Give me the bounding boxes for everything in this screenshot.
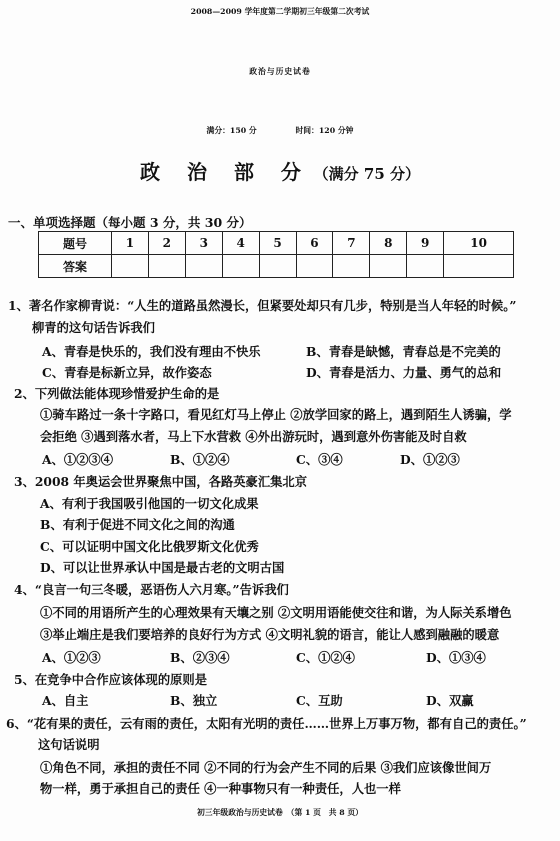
question-number: 9 bbox=[407, 232, 444, 255]
part-title: 政 治 部 分 bbox=[140, 160, 311, 184]
q5-option-a: A、自主 bbox=[42, 693, 89, 708]
part-heading bbox=[0, 156, 560, 185]
paper-title: 政治与历史试卷 bbox=[249, 67, 311, 76]
answer-table-answer-row bbox=[39, 255, 514, 278]
q5-option-b: B、独立 bbox=[170, 693, 218, 708]
q3-stem-line1: 3、2008 年奥运会世界聚焦中国，各路英豪汇集北京 bbox=[14, 474, 308, 489]
exam-title: 2008—2009 学年度第二学期初三年级第二次考试 bbox=[190, 7, 370, 16]
answer-cell[interactable] bbox=[444, 255, 514, 278]
q4-stem-line3: ③举止端庄是我们要培养的良好行为方式 ④文明礼貌的语言，能让人感到融融的暖意 bbox=[40, 627, 500, 642]
answer-table bbox=[38, 231, 514, 278]
question-number: 1 bbox=[112, 232, 149, 255]
q6-stem-line3: ①角色不同，承担的责任不同 ②不同的行为会产生不同的后果 ③我们应该像世间万 bbox=[40, 760, 492, 775]
answer-cell[interactable] bbox=[370, 255, 407, 278]
q4-stem-line1: 4、“良言一句三冬暖，恶语伤人六月寒。”告诉我们 bbox=[14, 582, 289, 597]
question-number: 5 bbox=[259, 232, 296, 255]
q4-option-c: C、①②④ bbox=[296, 650, 355, 665]
exam-time: 时间：120 分钟 bbox=[295, 126, 354, 135]
answer-table-number-row bbox=[39, 232, 514, 255]
q2-option-b: B、①②④ bbox=[170, 452, 230, 467]
answer-cell[interactable] bbox=[148, 255, 185, 278]
question-number: 8 bbox=[370, 232, 407, 255]
q2-stem-line3: 会拒绝 ③遇到落水者，马上下水营救 ④外出游玩时，遇到意外伤害能及时自救 bbox=[40, 429, 467, 444]
q4-stem-line2: ①不同的用语所产生的心理效果有天壤之别 ②文明用语能使交往和谐，为人际关系增色 bbox=[40, 605, 512, 620]
q1-option-d: D、青春是活力、力量、勇气的总和 bbox=[306, 365, 502, 380]
q3-option-d: D、可以让世界承认中国是最古老的文明古国 bbox=[40, 560, 285, 575]
q5-stem-line1: 5、在竞争中合作应该体现的原则是 bbox=[14, 672, 208, 687]
question-number: 7 bbox=[333, 232, 370, 255]
answer-cell[interactable] bbox=[333, 255, 370, 278]
q2-option-a: A、①②③④ bbox=[42, 452, 114, 467]
answer-cell[interactable] bbox=[185, 255, 222, 278]
question-number: 3 bbox=[185, 232, 222, 255]
page-footer: 初三年级政治与历史试卷 （第 1 页 共 8 页） bbox=[197, 808, 363, 817]
question-number: 4 bbox=[222, 232, 259, 255]
exam-meta bbox=[0, 125, 560, 136]
q6-stem-line1: 6、“花有果的责任，云有雨的责任，太阳有光明的责任……世界上万事万物，都有自己的责任。” bbox=[6, 716, 527, 731]
question-number-label: 题号 bbox=[39, 232, 112, 255]
question-number: 6 bbox=[296, 232, 333, 255]
q5-option-d: D、双赢 bbox=[426, 693, 474, 708]
answer-cell[interactable] bbox=[296, 255, 333, 278]
q4-option-d: D、①③④ bbox=[426, 650, 486, 665]
answer-cell[interactable] bbox=[407, 255, 444, 278]
answer-cell[interactable] bbox=[222, 255, 259, 278]
q3-option-b: B、有利于促进不同文化之间的沟通 bbox=[40, 517, 235, 532]
q3-option-c: C、可以证明中国文化比俄罗斯文化优秀 bbox=[40, 539, 259, 554]
q1-option-a: A、青春是快乐的，我们没有理由不快乐 bbox=[42, 344, 261, 359]
q2-option-c: C、③④ bbox=[296, 452, 343, 467]
full-score: 满分：150 分 bbox=[206, 126, 257, 135]
q2-stem-line2: ①骑车路过一条十字路口，看见红灯马上停止 ②放学回家的路上，遇到陌生人诱骗，学 bbox=[40, 407, 512, 422]
part-score: （满分 75 分） bbox=[313, 165, 420, 183]
section-title: 一、单项选择题（每小题 3 分，共 30 分） bbox=[8, 215, 252, 230]
q4-option-b: B、②③④ bbox=[170, 650, 230, 665]
q1-stem-line2: 柳青的这句话告诉我们 bbox=[32, 320, 155, 335]
answer-cell[interactable] bbox=[112, 255, 149, 278]
q5-option-c: C、互助 bbox=[296, 693, 343, 708]
question-number: 10 bbox=[444, 232, 514, 255]
q6-stem-line4: 物一样，勇于承担自己的责任 ④一种事物只有一种责任，人也一样 bbox=[40, 781, 401, 796]
q6-stem-line2: 这句话说明 bbox=[38, 737, 100, 752]
question-number: 2 bbox=[148, 232, 185, 255]
q3-option-a: A、有利于我国吸引他国的一切文化成果 bbox=[40, 496, 259, 511]
answer-cell[interactable] bbox=[259, 255, 296, 278]
q1-option-c: C、青春是标新立异，故作姿态 bbox=[42, 365, 212, 380]
q1-option-b: B、青春是缺憾，青春总是不完美的 bbox=[306, 344, 501, 359]
q4-option-a: A、①②③ bbox=[42, 650, 101, 665]
q2-stem-line1: 2、下列做法能体现珍惜爱护生命的是 bbox=[14, 386, 220, 401]
q2-option-d: D、①②③ bbox=[400, 452, 460, 467]
q1-stem-line1: 1、著名作家柳青说：“人生的道路虽然漫长，但紧要处却只有几步，特别是当人年轻的时候。” bbox=[8, 298, 517, 313]
answer-label: 答案 bbox=[39, 255, 112, 278]
